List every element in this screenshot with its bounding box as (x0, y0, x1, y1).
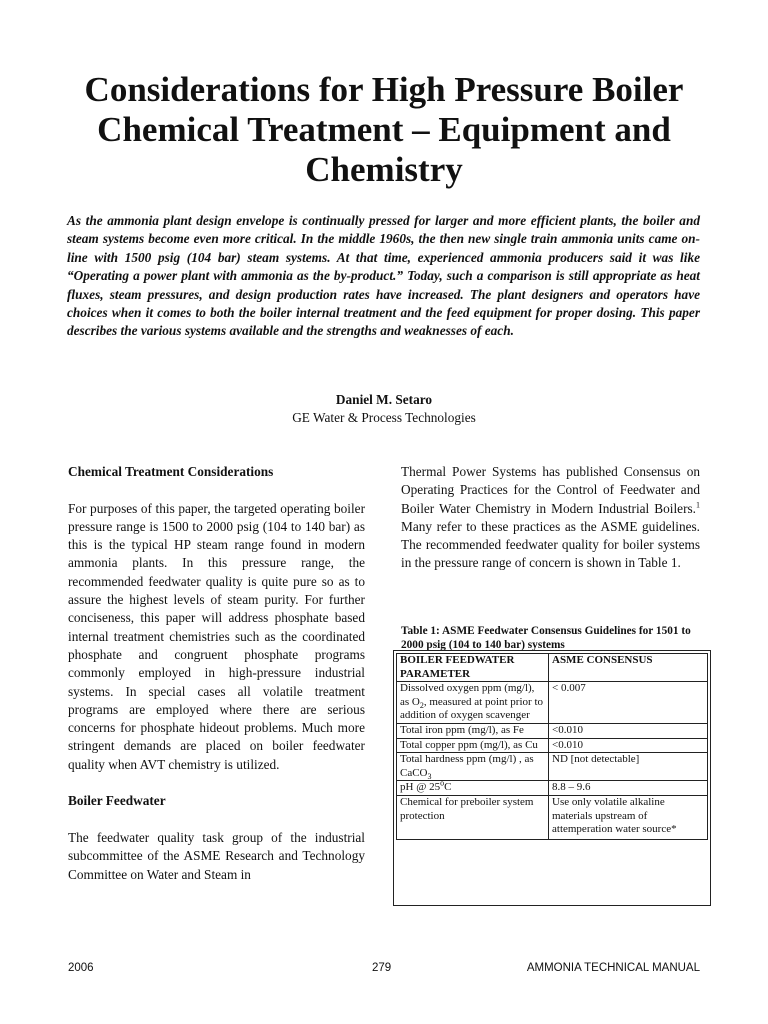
section-heading-boiler-feedwater: Boiler Feedwater (68, 793, 166, 809)
footer-publication: AMMONIA TECHNICAL MANUAL (526, 962, 700, 974)
table-cell-value: <0.010 (549, 738, 708, 753)
table-cell-parameter: Total copper ppm (mg/l), as Cu (397, 738, 549, 753)
reference-marker: 1 (696, 500, 700, 510)
footer-year: 2006 (68, 962, 94, 974)
paragraph-boiler-feedwater-continued (401, 463, 700, 573)
table-row (397, 723, 708, 738)
table-row (397, 753, 708, 781)
table-cell-parameter: Total hardness ppm (mg/l) , as CaCO$_3$ (397, 753, 549, 781)
author-affiliation: GE Water & Process Technologies (292, 410, 476, 425)
paragraph-text-b: Many refer to these practices as the ASME guidelines. The recommended feedwater quality for boiler systems in the pressure range of concern is shown in Table 1. (401, 518, 700, 571)
table-row (397, 795, 708, 839)
section-heading-chemical-treatment: Chemical Treatment Considerations (68, 464, 274, 479)
paragraph-text-a: Thermal Power Systems has published Consensus on Operating Practices for the Control of Feedwater and Boiler Water Chemistry in Modern Industrial Boilers. (401, 464, 700, 516)
table-cell-parameter: Dissolved oxygen ppm (mg/l), as $O_2$, measured at point prior to addition of oxygen scavenger (397, 682, 549, 724)
table-caption: Table 1: ASME Feedwater Consensus Guidelines for 1501 to 2000 psig (104 to 140 bar) systems (401, 625, 691, 651)
table-cell-value: 8.8 – 9.6 (549, 781, 708, 796)
table-cell-value: ND [not detectable] (549, 753, 708, 781)
table-cell-parameter: pH @ 25$^o$C (397, 781, 549, 796)
right-column (401, 463, 700, 573)
paragraph-boiler-feedwater: The feedwater quality task group of the industrial subcommittee of the ASME Research and Technology Committee on Water and Steam in (68, 829, 365, 882)
abstract: As the ammonia plant design envelope is continually pressed for larger and more efficient plants, the boiler and steam systems become even more critical. In the middle 1960s, the then new single train ammonia units came on-line with 1500 psig (104 bar) steam systems. At that time, experienced ammonia producers said it was like “Operating a power plant with ammonia as the by-product.” Today, such a comparison is still appropriate as heat fluxes, steam pressures, and design production rates have increased. The plant designers and operators have choices when it comes to both the boiler internal treatment and the feed equipment for proper dosing. This paper describes the various systems available and the strengths and weaknesses of each. (67, 213, 700, 339)
table-header-row (397, 654, 708, 682)
left-column (68, 463, 365, 884)
table-row (397, 781, 708, 796)
table-cell-parameter: Chemical for preboiler system protection (397, 795, 549, 839)
table-cell-value: <0.010 (549, 723, 708, 738)
table-cell-value: Use only volatile alkaline materials upstream of attemperation water source* (549, 795, 708, 839)
feedwater-table (396, 653, 708, 840)
author-name: Daniel M. Setaro (335, 392, 433, 407)
table-row (397, 682, 708, 724)
table-header-consensus: ASME CONSENSUS (549, 654, 708, 682)
table-cell-value: < 0.007 (549, 682, 708, 724)
footer-page-number: 279 (372, 962, 392, 974)
paper-title: Considerations for High Pressure Boiler Chemical Treatment – Equipment and Chemistry (84, 70, 684, 189)
table-header-parameter: BOILER FEEDWATER PARAMETER (397, 654, 549, 682)
table-row (397, 738, 708, 753)
table-cell-parameter: Total iron ppm (mg/l), as Fe (397, 723, 549, 738)
paragraph-chemical-treatment: For purposes of this paper, the targeted operating boiler pressure range is 1500 to 2000 psig (104 to 140 bar) as this is the typical HP steam range found in modern ammonia plants. In this pressure range, the recommended feedwater quality is quite pure so as to assure the highest levels of steam purity. For further conciseness, this paper will address phosphate based internal treatment chemistries such as the coordinated phosphate and congruent phosphate programs commonly employed in high-pressure industrial systems. In special cases all volatile treatment programs are employed where there are serious concerns for phosphate hideout problems. Much more stringent demands are placed on boiler feedwater quality when AVT chemistry is utilized. (68, 500, 365, 772)
